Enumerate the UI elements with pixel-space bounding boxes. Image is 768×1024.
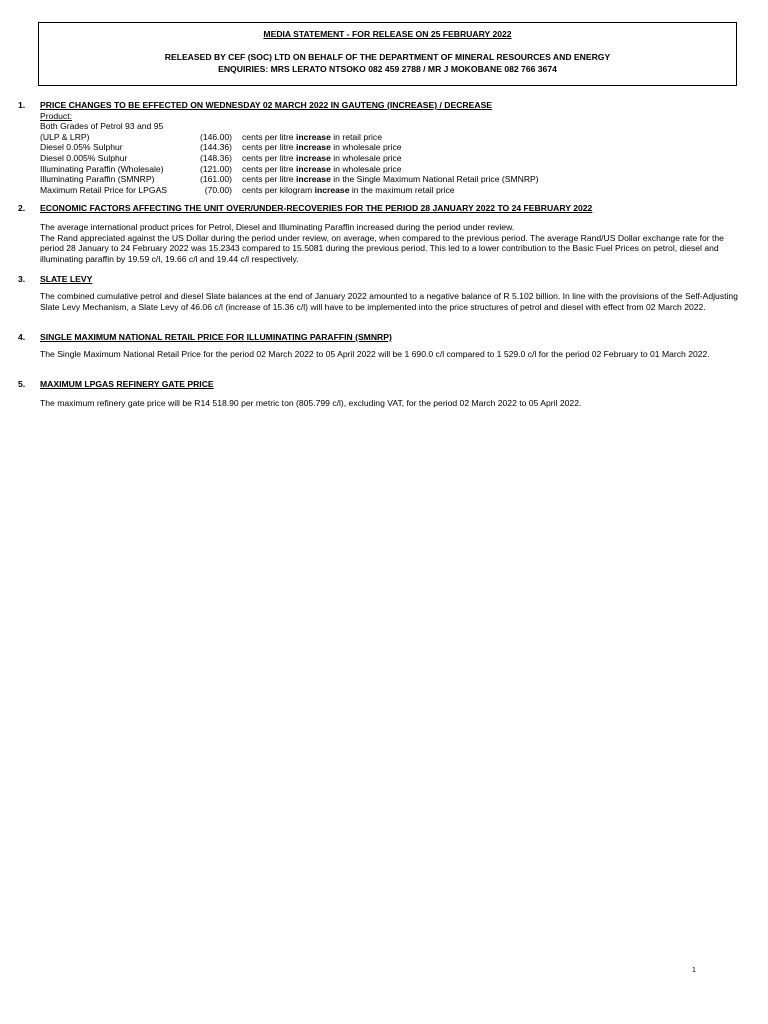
- product-name: (ULP & LRP): [40, 131, 90, 142]
- section-title: ECONOMIC FACTORS AFFECTING THE UNIT OVER/UNDER-RECOVERIES FOR THE PERIOD 28 JANUARY 2022 TO 24 FEBRUARY 2022: [40, 203, 593, 213]
- section-number: 4.: [18, 332, 26, 342]
- price-change-value: (146.00): [199, 131, 232, 142]
- enquiries: ENQUIRIES: MRS LERATO NTSOKO 082 459 2788 / MR J MOKOBANE 082 766 3674: [218, 64, 557, 74]
- section-title: MAXIMUM LPGAS REFINERY GATE PRICE: [40, 379, 214, 389]
- description-suffix: in the maximum retail price: [349, 184, 455, 195]
- product-name: Diesel 0.005% Sulphur: [40, 152, 128, 163]
- description-emphasis: increase: [295, 131, 331, 142]
- paragraph: The Single Maximum National Retail Price for the period 02 March 2022 to 05 April 2022 will be 1 690.0 c/l compared to 1 529.0 c/l for the period 02 February to 01 March 2022.: [40, 349, 710, 359]
- section-body: [40, 222, 738, 264]
- product-name: Diesel 0.05% Sulphur: [40, 142, 123, 153]
- product-group: Both Grades of Petrol 93 and 95: [40, 121, 164, 132]
- description-suffix: in wholesale price: [330, 142, 402, 153]
- description-prefix: cents per litre: [242, 163, 296, 174]
- description-prefix: cents per litre: [242, 174, 296, 185]
- price-change-description: [242, 174, 539, 185]
- description-prefix: cents per litre: [242, 142, 296, 153]
- price-change-description: [242, 185, 455, 196]
- released-by: RELEASED BY CEF (SOC) LTD ON BEHALF OF THE DEPARTMENT OF MINERAL RESOURCES AND ENERGY: [164, 52, 611, 62]
- product-name: Illuminating Paraffin (SMNRP): [40, 174, 155, 185]
- price-change-description: [242, 164, 402, 175]
- price-change-description: [242, 142, 402, 153]
- description-prefix: cents per litre: [242, 152, 296, 163]
- section-title: SINGLE MAXIMUM NATIONAL RETAIL PRICE FOR ILLUMINATING PARAFFIN (SMNRP): [40, 332, 392, 342]
- product-row: [40, 142, 738, 153]
- product-row: [40, 164, 738, 175]
- product-list: [40, 111, 738, 196]
- section-number: 5.: [18, 379, 26, 389]
- description-suffix: in retail price: [330, 131, 382, 142]
- paragraph: The Rand appreciated against the US Dollar during the period under review, on average, when compared to the previous period. The average Rand/US Dollar exchange rate for the period 28 January to 24 February 2022 was 15.2343 compared to 15.5081 during the previous period. This led to a lower contribution to the Basic Fuel Prices on petrol, diesel and illuminating paraffin by 19.59 c/l, 19.66 c/l and 19.44 c/l respectively.: [40, 232, 724, 264]
- section-body: [40, 291, 738, 312]
- price-change-value: (144.36): [199, 142, 232, 153]
- product-row: [40, 132, 738, 143]
- section-title: PRICE CHANGES TO BE EFFECTED ON WEDNESDAY 02 MARCH 2022 IN GAUTENG (INCREASE) / DECREASE: [40, 100, 493, 110]
- section-number: 1.: [18, 100, 26, 110]
- description-prefix: cents per litre: [242, 131, 296, 142]
- product-row: [40, 153, 738, 164]
- section-body: [40, 398, 738, 409]
- product-row: [40, 185, 738, 196]
- description-emphasis: increase: [314, 184, 350, 195]
- product-row: [40, 174, 738, 185]
- description-emphasis: increase: [295, 142, 331, 153]
- paragraph: The combined cumulative petrol and diesel Slate balances at the end of January 2022 amounted to a negative balance of R 5.102 billion. In line with the provisions of the Self-Adjusting Slate Levy Mechanism, a Slate Levy of 46.06 c/l (increase of 15.36 c/l) will have to be implemented into the price structures of petrol and diesel with effect from 02 March 2022.: [40, 291, 738, 312]
- price-change-value: (161.00): [199, 174, 232, 185]
- description-suffix: in the Single Maximum National Retail price (SMNRP): [330, 174, 539, 185]
- price-change-description: [242, 153, 402, 164]
- product-name: Maximum Retail Price for LPGAS: [40, 184, 168, 195]
- section-title: SLATE LEVY: [40, 274, 93, 284]
- release-line: MEDIA STATEMENT - FOR RELEASE ON 25 FEBRUARY 2022: [263, 29, 512, 39]
- price-change-description: [242, 132, 382, 143]
- price-change-value: (148.36): [199, 152, 232, 163]
- description-emphasis: increase: [295, 174, 331, 185]
- product-rows: [40, 132, 738, 196]
- header-box: [38, 22, 737, 86]
- product-name: Illuminating Paraffin (Wholesale): [40, 163, 164, 174]
- description-emphasis: increase: [295, 152, 331, 163]
- page-number: 1: [692, 967, 696, 974]
- description-suffix: in wholesale price: [330, 152, 402, 163]
- price-change-value: (70.00): [204, 184, 232, 195]
- description-suffix: in wholesale price: [330, 163, 402, 174]
- description-prefix: cents per kilogram: [242, 184, 315, 195]
- section-number: 3.: [18, 274, 26, 284]
- product-heading: Product:: [40, 110, 73, 121]
- price-change-value: (121.00): [199, 163, 232, 174]
- section-number: 2.: [18, 203, 26, 213]
- paragraph: The average international product prices for Petrol, Diesel and Illuminating Paraffin increased during the period under review.: [40, 222, 515, 232]
- description-emphasis: increase: [295, 163, 331, 174]
- section-body: [40, 349, 738, 360]
- paragraph: The maximum refinery gate price will be R14 518.90 per metric ton (805.799 c/l), excluding VAT, for the period 02 March 2022 to 05 April 2022.: [40, 398, 582, 408]
